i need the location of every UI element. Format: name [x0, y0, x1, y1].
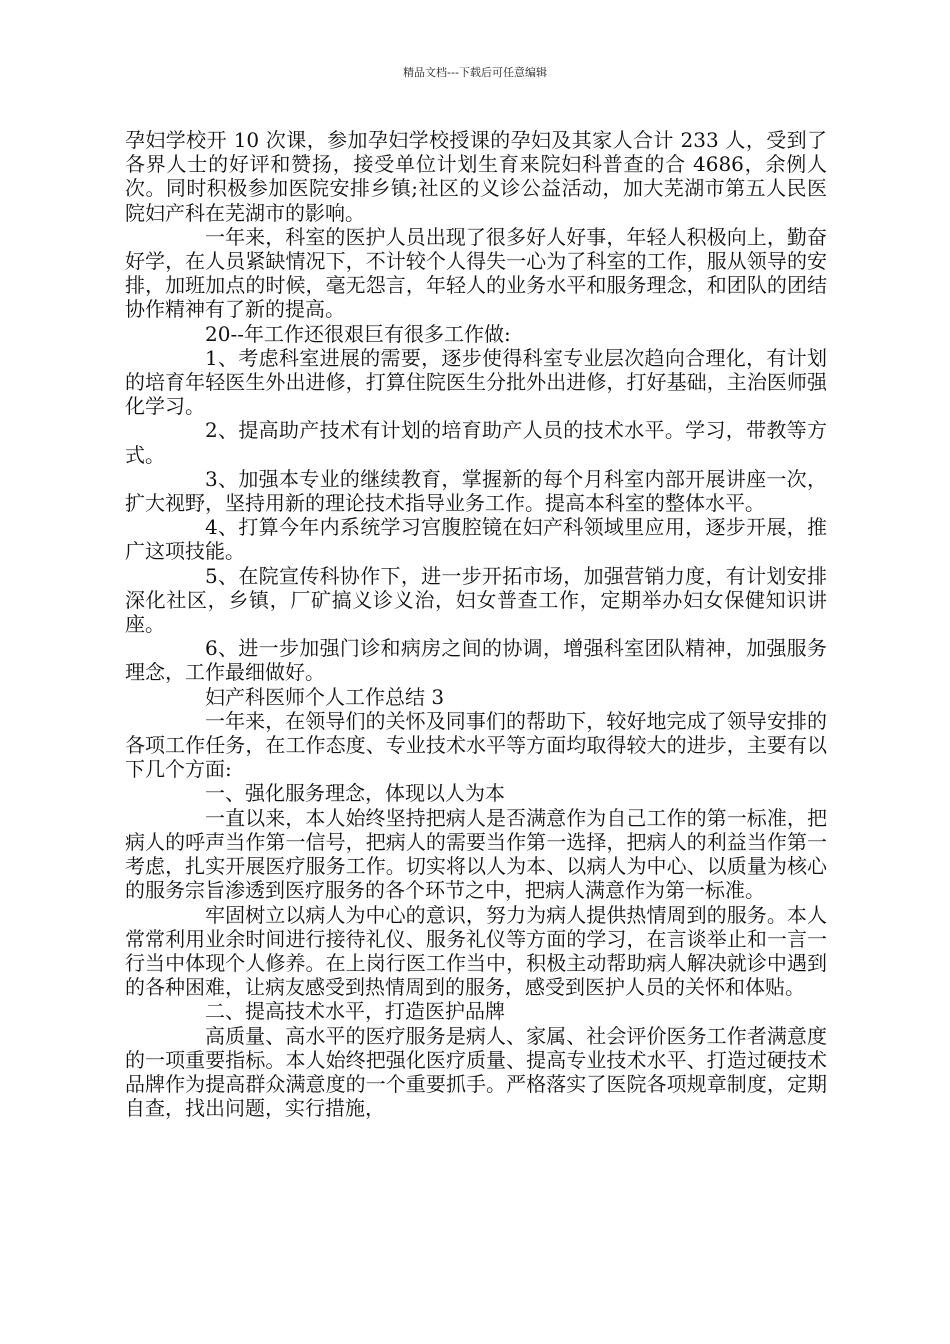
paragraph: 牢固树立以病人为中心的意识，努力为病人提供热情周到的服务。本人常常利用业余时间进行接待礼仪、服务礼仪等方面的学习，在言谈举止和一言一行当中体现个人修养。在上岗行医工作当中，积极主动帮助病人解决就诊中遇到的各种困难，让病友感受到热情周到的服务，感受到医护人员的关怀和体贴。: [125, 902, 827, 1000]
section-heading: 二、提高技术水平，打造医护品牌: [205, 999, 505, 1024]
paragraph: 20--年工作还很艰巨有很多工作做:: [205, 321, 511, 346]
paragraph: 一年来，科室的医护人员出现了很多好人好事，年轻人积极向上，勤奋好学，在人员紧缺情况下，不计较个人得失一心为了科室的工作，服从领导的安排，加班加点的时候，毫无怨言，年轻人的业务水平和服务理念，和团队的团结协作精神有了新的提高。: [125, 224, 827, 322]
list-item: 6、进一步加强门诊和病房之间的协调，增强科室团队精神，加强服务理念，工作最细做好。: [125, 636, 827, 685]
list-item: 5、在院宣传科协作下，进一步开拓市场，加强营销力度，有计划安排深化社区，乡镇，厂矿搞义诊义治，妇女普查工作，定期举办妇女保健知识讲座。: [125, 563, 827, 637]
section-title: 妇产科医师个人工作总结 3: [205, 684, 445, 709]
page-header: 精品文档---下载后可任意编辑: [403, 66, 547, 79]
paragraph: 高质量、高水平的医疗服务是病人、家属、社会评价医务工作者满意度的一项重要指标。本人始终把强化医疗质量、提高专业技术水平、打造过硬技术品牌作为提高群众满意度的一个重要抓手。严格落实了医院各项规章制度，定期自查，找出问题，实行措施，: [125, 1023, 827, 1121]
list-item: 3、加强本专业的继续教育，掌握新的每个月科室内部开展讲座一次，扩大视野，坚持用新的理论技术指导业务工作。提高本科室的整体水平。: [125, 466, 827, 516]
list-item: 1、考虑科室进展的需要，逐步使得科室专业层次趋向合理化，有计划的培育年轻医生外出进修，打算住院医生分批外出进修，打好基础，主治医师强化学习。: [125, 345, 827, 419]
document-body: [125, 128, 827, 1120]
paragraph: 一直以来，本人始终坚持把病人是否满意作为自己工作的第一标准，把病人的呼声当作第一信号，把病人的需要当作第一选择，把病人的利益当作第一考虑，扎实开展医疗服务工作。切实将以人为本、以病人为中心、以质量为核心的服务宗旨渗透到医疗服务的各个环节之中，把病人满意作为第一标准。: [125, 805, 827, 903]
list-item: 2、提高助产技术有计划的培育助产人员的技术水平。学习，带教等方式。: [125, 418, 827, 467]
paragraph: 孕妇学校开 10 次课，参加孕妇学校授课的孕妇及其家人合计 233 人，受到了各界人士的好评和赞扬，接受单位计划生育来院妇科普查的合 4686，余例人次。同时积极参加医院安排乡镇;社区的义诊公益活动，加大芜湖市第五人民医院妇产科在芜湖市的影响。: [125, 128, 827, 225]
list-item: 4、打算今年内系统学习宫腹腔镜在妇产科领域里应用，逐步开展，推广这项技能。: [125, 515, 827, 564]
paragraph: 一年来，在领导们的关怀及同事们的帮助下，较好地完成了领导安排的各项工作任务，在工作态度、专业技术水平等方面均取得较大的进步，主要有以下几个方面:: [125, 708, 827, 782]
section-heading: 一、强化服务理念，体现以人为本: [205, 781, 505, 806]
